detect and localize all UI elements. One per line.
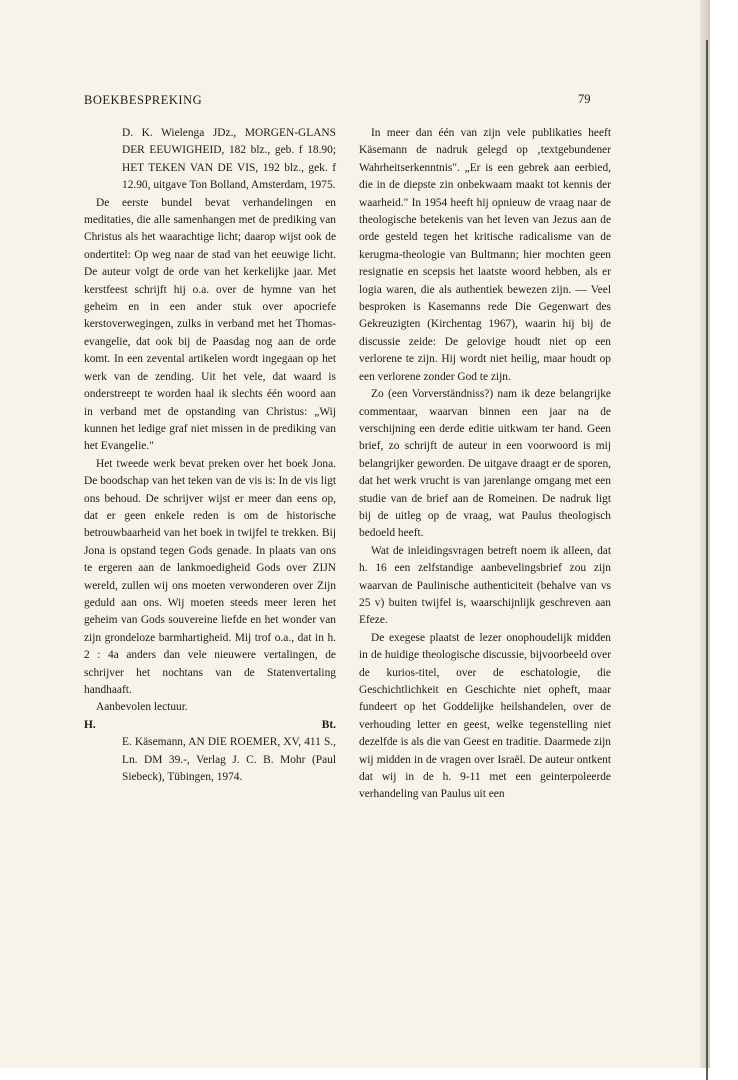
review-paragraph: Het tweede werk bevat preken over het boek Jona. De boodschap van het teken van de vis is: In de vis ligt ons behoud. De schrijver wijst er meer dan eens op, dat er geen enkele reden is om de historische betrouwbaarheid van het boek in twijfel te trekken. Bij Jona is opstand tegen Gods genade. In plaats van ons te ergeren aan de lankmoedigheid Gods over ZIJN wereld, zullen wij ons moeten verwonderen over Zijn geduld aan ons. Wij moeten steeds meer leren het geheim van Gods souvereine liefde en het wonder van zijn grondeloze barmhartigheid. Mij trof o.a., dat in h. 2 : 4a anders dan vele nieuwere vertalingen, de schrijver het nochtans van de Statenvertaling handhaaft. [84, 457, 336, 696]
review-paragraph: De exegese plaatst de lezer onophoudelijk midden in de huidige theologische discussie, bijvoorbeeld over de kurios-titel, over de eschatologie, die Geschichtlichkeit en Geschichte niet opheft, maar fundeert op het Goddelijke heilshandelen, over de verhouding letter en geest, welke tegenstelling niet dezelfde is als die van Geest en traditie. Daarmede zijn wij midden in de vragen over Israël. De auteur ontkent dat wij in de h. 9-11 met een geinterpoleerde verhandeling van Paulus uit een [359, 631, 611, 801]
review-paragraph: Zo (een Vorverständniss?) nam ik deze belangrijke commentaar, waarvan binnen een jaar na de verschijning een derde editie uitkwam ter hand. Geen brief, zo schrijft de auteur in een voorwoord is mij belangrijker geworden. De uitgave draagt er de sporen, dat het werk vrucht is van jarenlange omgang met een studie van de brief aan de Romeinen. De nadruk ligt bij de uitleg op de vraag, wat Paulus theologisch bedoeld heeft. [359, 388, 611, 540]
recommendation-line: Aanbevolen lectuur. [96, 701, 188, 714]
right-column [359, 125, 611, 804]
page-edge-line [706, 40, 708, 1080]
reviewer-signature [84, 717, 336, 734]
review-paragraph: Wat de inleidingsvragen betreft noem ik alleen, dat h. 16 een zelfstandige aanbevelingsbrief zou zijn waarvan de Paulinische authenticiteit (behalve van vs 25 v) buiten twijfel is, waarschijnlijk geschreven aan Efeze. [359, 544, 611, 627]
review-paragraph: In meer dan één van zijn vele publikaties heeft Käsemann de nadruk gelegd op ‚textgebundener Wahrheitserkenntnis". „Er is een gebrek aan eerbied, die in de diepste zin onbekwaam maakt tot kennis der waarheid." In 1954 heeft hij opnieuw de vraag naar de theologische betekenis van het leven van Jezus aan de orde gesteld tegen het kritische radicalisme van de kerugma-theologie van Bultmann; hier mochten geen resignatie en scepsis het laatste woord hebben, als er logia waren, die als authentiek bewezen zijn. — Veel besproken is Kasemanns rede Die Gegenwart des Gekreuzigten (Kirchentag 1967), waarin hij bij de discussie zeide: De gelovige houdt niet op een verlorene te zijn. Hij wordt niet heilig, maar houdt op een verlorene zonder God te zijn. [359, 127, 611, 383]
bibliographic-entry-kasemann: E. Käsemann, AN DIE ROEMER, XV, 411 S., Ln. DM 39.-, Verlag J. C. B. Mohr (Paul Siebeck), Tübingen, 1974. [122, 736, 336, 784]
page-number: 79 [578, 92, 591, 106]
book-spine-shadow [700, 0, 710, 1068]
bibliographic-entry-wielenga: D. K. Wielenga JDz., MORGEN-GLANS DER EEUWIGHEID, 182 blz., geb. f 18.90; HET TEKEN VAN DE VIS, 192 blz., gek. f 12.90, uitgave Ton Bolland, Amsterdam, 1975. [122, 127, 336, 192]
signature-initial: H. [84, 718, 96, 731]
review-paragraph: De eerste bundel bevat verhandelingen en meditaties, die alle samenhangen met de prediking van Christus als het waarachtige licht; daarop wijst ook de ondertitel: Op weg naar de stad van het eeuwige licht. De auteur volgt de orde van het kerkelijke jaar. Met kerstfeest schrijft hij o.a. over de hymne van het geheim en in een ander stuk over apocriefe kerstoverwegingen, zulks in verband met het Thomas-evangelie, dat ook bij de Paasdag nog aan de orde komt. In een zevental artikelen wordt ingegaan op het werk van de zending. Uit het vele, dat waard is onderstreept te worden haal ik slechts één woord aan in verband met de opstanding van Christus: „Wij kunnen het ledige graf niet missen in de prediking van het Evangelie." [84, 196, 336, 453]
left-column [84, 125, 336, 786]
scan-margin [710, 0, 738, 1068]
signature-name: Bt. [321, 718, 336, 731]
running-head: BOEKBESPREKING [84, 93, 203, 107]
